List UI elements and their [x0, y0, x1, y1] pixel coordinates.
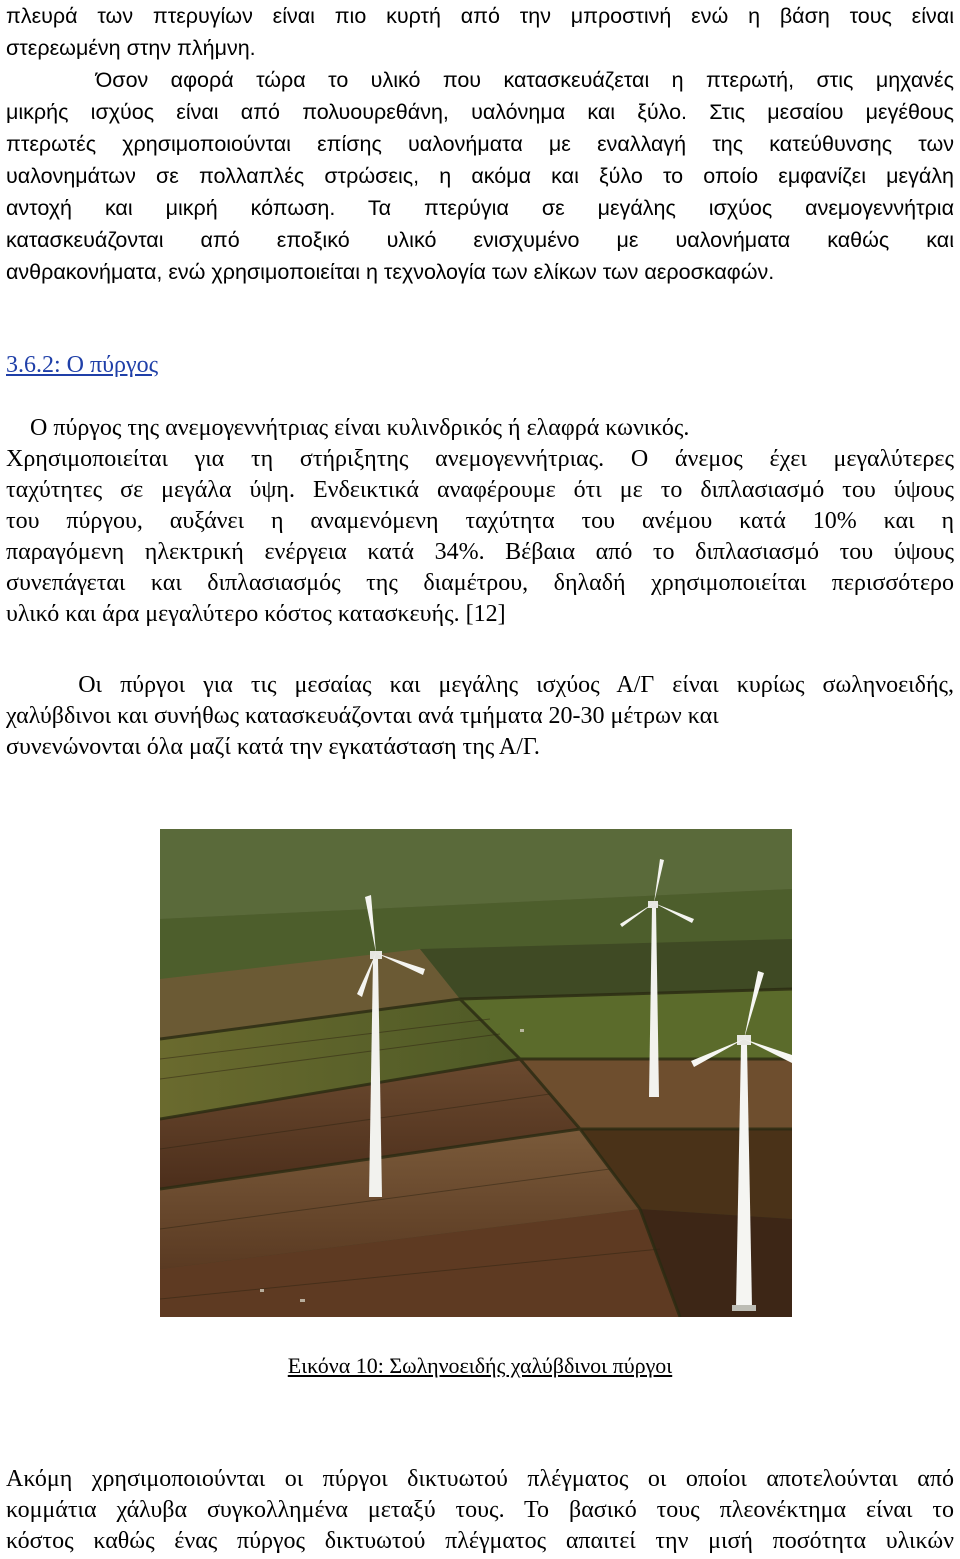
text-line: στερεωμένη στην πλήμνη.	[6, 36, 256, 60]
wind-turbines-photo	[160, 829, 792, 1317]
paragraph-tower-description	[6, 413, 954, 630]
text-line: Χρησιμοποιείται για τη στήριξητης ανεμογεννήτριας. Ο άνεμος έχει μεγαλύτερες	[6, 446, 954, 472]
text-line: αντοχή και μικρή κόπωση. Τα πτερύγια σε μεγάλης ισχύος ανεμογεννήτρια	[6, 196, 954, 220]
text-line: παραγόμενη ηλεκτρική ενέργεια κατά 34%. Βέβαια από το διπλασιασμό του ύψους	[6, 539, 954, 565]
text-line: συνεπάγεται και διπλασιασμός της διαμέτρου, δηλαδή χρησιμοποιείται περισσότερο	[6, 570, 954, 596]
text-line: συνενώνονται όλα μαζί κατά την εγκατάσταση της Α/Γ.	[6, 734, 540, 760]
text-line: κόστος καθώς ένας πύργος δικτυωτού πλέγματος απαιτεί την μισή ποσότητα υλικών	[6, 1528, 954, 1554]
text-line: ταχύτητες σε μεγάλα ύψη. Ενδεικτικά αναφέρουμε ότι με το διπλασιασμό του ύψους	[6, 477, 954, 503]
paragraph-lattice-towers	[6, 1464, 954, 1557]
text-line: Ακόμη χρησιμοποιούνται οι πύργοι δικτυωτού πλέγματος οι οποίοι αποτελούνται από	[6, 1466, 954, 1492]
figure-caption-text: Εικόνα 10: Σωληνοειδής χαλύβδινοι πύργοι	[287, 1353, 673, 1378]
text-line: κομμάτια χάλυβα συγκολλημένα μεταξύ τους. Το βασικό τους πλεονέκτημα είναι το	[6, 1497, 954, 1523]
text-line: χαλύβδινοι και συνήθως κατασκευάζονται ανά τμήματα 20-30 μέτρων και	[6, 703, 719, 729]
text-line: πτερωτές χρησιμοποιούνται επίσης υαλονήματα με εναλλαγή της κατεύθυνσης των	[6, 132, 954, 156]
text-line: Ο πύργος της ανεμογεννήτριας είναι κυλινδρικός ή ελαφρά κωνικός.	[6, 415, 690, 441]
text-line: ανθρακονήματα, ενώ χρησιμοποιείται η τεχνολογία των ελίκων των αεροσκαφών.	[6, 260, 775, 284]
text-line: υαλονημάτων σε πολλαπλές στρώσεις, η ακόμα και ξύλο το οποίο εμφανίζει μεγάλη	[6, 164, 954, 188]
text-line: Οι πύργοι για τις μεσαίας και μεγάλης ισχύος Α/Γ είναι κυρίως σωληνοειδής,	[6, 672, 954, 698]
paragraph-blade-materials	[6, 0, 954, 288]
figure-caption	[0, 1352, 960, 1380]
text-line: του πύργου, αυξάνει η αναμενόμενη ταχύτητα του ανέμου κατά 10% και η	[6, 508, 954, 534]
text-line: κατασκευάζονται από εποξικό υλικό ενισχυμένο με υαλονήματα καθώς και	[6, 228, 954, 252]
text-line: πλευρά των πτερυγίων είναι πιο κυρτή από την μπροστινή ενώ η βάση τους είναι	[6, 4, 954, 28]
paragraph-tubular-towers	[6, 670, 954, 763]
text-line: Όσον αφορά τώρα το υλικό που κατασκευάζεται η πτερωτή, στις μηχανές	[6, 68, 954, 92]
section-heading-tower[interactable]: 3.6.2: Ο πύργος	[6, 352, 159, 378]
text-line: υλικό και άρα μεγαλύτερο κόστος κατασκευής. [12]	[6, 601, 506, 627]
text-line: μικρής ισχύος είναι από πολυουρεθάνη, υαλόνημα και ξύλο. Στις μεσαίου μεγέθους	[6, 100, 954, 124]
